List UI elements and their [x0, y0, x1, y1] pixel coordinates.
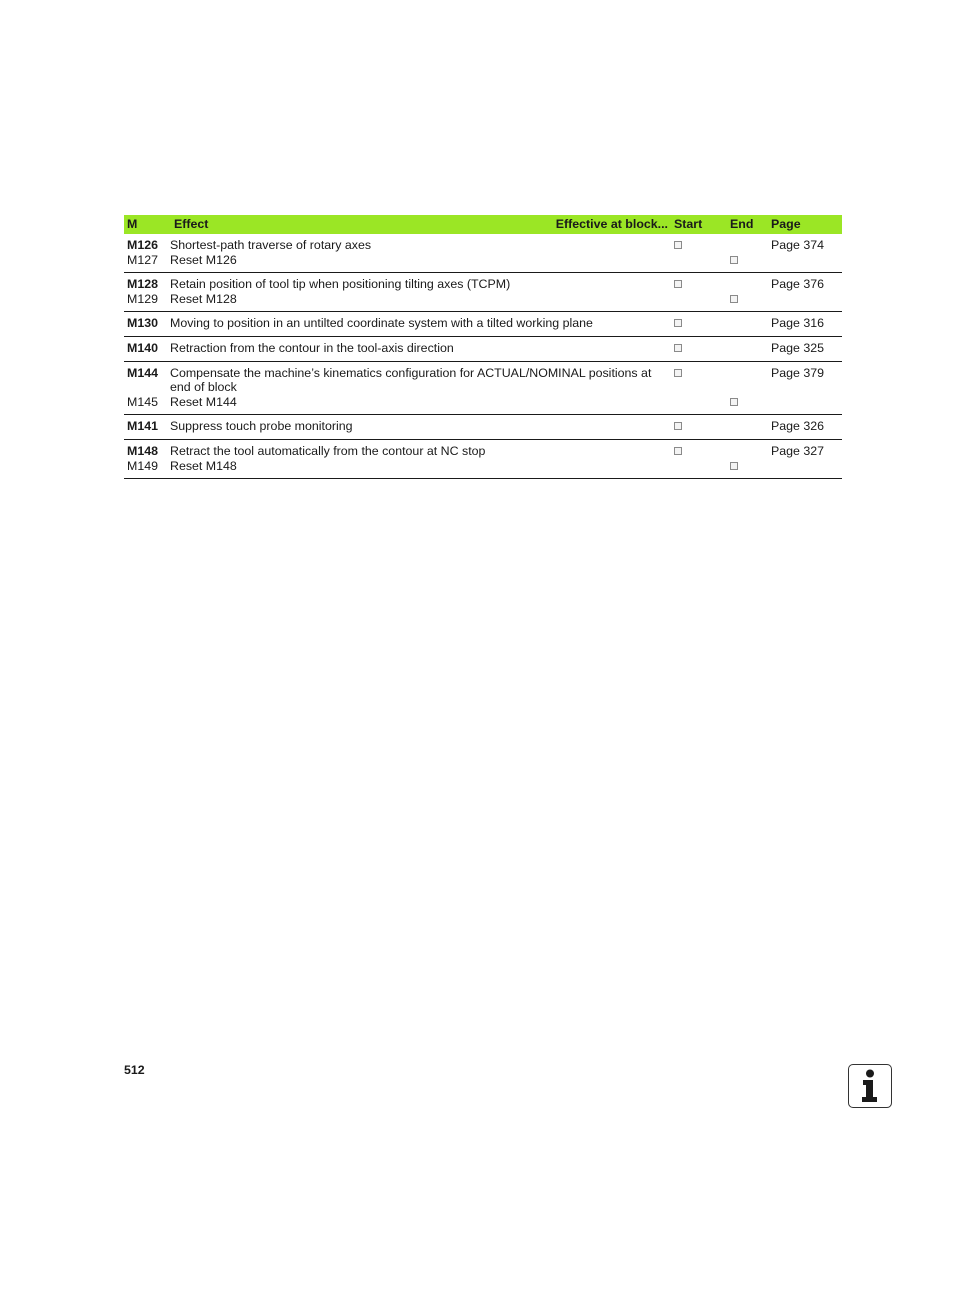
- header-effect: Effect: [174, 217, 209, 231]
- start-marker: [674, 444, 682, 459]
- info-icon: [848, 1064, 892, 1108]
- m-code: M141: [127, 419, 158, 434]
- page-reference: Page 316: [771, 316, 825, 331]
- header-page: Page: [771, 217, 801, 231]
- table-row-line: [124, 253, 842, 268]
- m-code: M130: [127, 316, 158, 331]
- square-icon: [674, 319, 682, 327]
- table-row: [124, 234, 842, 273]
- page-reference: Page 376: [771, 277, 825, 292]
- effect-description: Reset M144: [170, 394, 237, 409]
- effect-description: Reset M128: [170, 291, 237, 306]
- effect-description: Retract the tool automatically from the contour at NC stop: [170, 443, 486, 458]
- table-row-line: [124, 238, 842, 253]
- m-code: M128: [127, 277, 158, 292]
- table-row-line: [124, 292, 842, 307]
- table-row-line: [124, 366, 842, 395]
- table-row: [124, 362, 842, 416]
- table-row-line: [124, 395, 842, 410]
- table-header: [124, 215, 842, 234]
- header-start: Start: [674, 217, 703, 231]
- table-row-line: [124, 277, 842, 292]
- m-code: M127: [127, 252, 158, 267]
- effect-description: Suppress touch probe monitoring: [170, 419, 353, 434]
- end-marker: [730, 459, 738, 474]
- table-row-line: [124, 459, 842, 474]
- effect-description: Moving to position in an untilted coordinate system with a tilted working plane: [170, 316, 593, 331]
- square-icon: [674, 241, 682, 249]
- square-icon: [730, 295, 738, 303]
- square-icon: [730, 462, 738, 470]
- m-function-table: [124, 215, 842, 479]
- m-code: M126: [127, 238, 158, 252]
- square-icon: [674, 280, 682, 288]
- m-code: M149: [127, 458, 158, 473]
- effect-description: Retain position of tool tip when positioning tilting axes (TCPM): [170, 277, 511, 292]
- square-icon: [730, 398, 738, 406]
- end-marker: [730, 395, 738, 410]
- square-icon: [674, 344, 682, 352]
- effect-description: Compensate the machine’s kinematics configuration for ACTUAL/NOMINAL positions at end of block: [170, 365, 652, 395]
- start-marker: [674, 419, 682, 434]
- page-number: 512: [124, 1063, 145, 1077]
- end-marker: [730, 292, 738, 307]
- start-marker: [674, 277, 682, 292]
- header-effective-at-block: Effective at block...: [555, 217, 668, 231]
- effect-description: Reset M126: [170, 252, 237, 267]
- m-code: M144: [127, 365, 158, 380]
- table-row-line: [124, 444, 842, 459]
- start-marker: [674, 316, 682, 331]
- effect-description: Shortest-path traverse of rotary axes: [170, 238, 372, 252]
- effect-description: Reset M148: [170, 458, 237, 473]
- start-marker: [674, 238, 682, 253]
- table-row: [124, 440, 842, 479]
- table-row: [124, 337, 842, 362]
- square-icon: [730, 256, 738, 264]
- table-row-line: [124, 316, 842, 331]
- page-reference: Page 327: [771, 443, 825, 458]
- page-reference: Page 325: [771, 340, 825, 355]
- page-reference: Page 374: [771, 238, 825, 252]
- start-marker: [674, 366, 682, 381]
- effect-description: Retraction from the contour in the tool-axis direction: [170, 340, 454, 355]
- table-row-line: [124, 419, 842, 434]
- square-icon: [674, 447, 682, 455]
- page-reference: Page 326: [771, 419, 825, 434]
- table-row-line: [124, 341, 842, 356]
- end-marker: [730, 253, 738, 268]
- m-code: M129: [127, 291, 158, 306]
- header-m: M: [127, 217, 138, 231]
- start-marker: [674, 341, 682, 356]
- table-row: [124, 312, 842, 337]
- m-code: M145: [127, 394, 158, 409]
- table-row: [124, 273, 842, 312]
- page-reference: Page 379: [771, 365, 825, 380]
- header-end: End: [730, 217, 754, 231]
- square-icon: [674, 369, 682, 377]
- table-body: [124, 234, 842, 479]
- table-row: [124, 415, 842, 440]
- m-code: M148: [127, 443, 158, 458]
- m-code: M140: [127, 340, 158, 355]
- square-icon: [674, 422, 682, 430]
